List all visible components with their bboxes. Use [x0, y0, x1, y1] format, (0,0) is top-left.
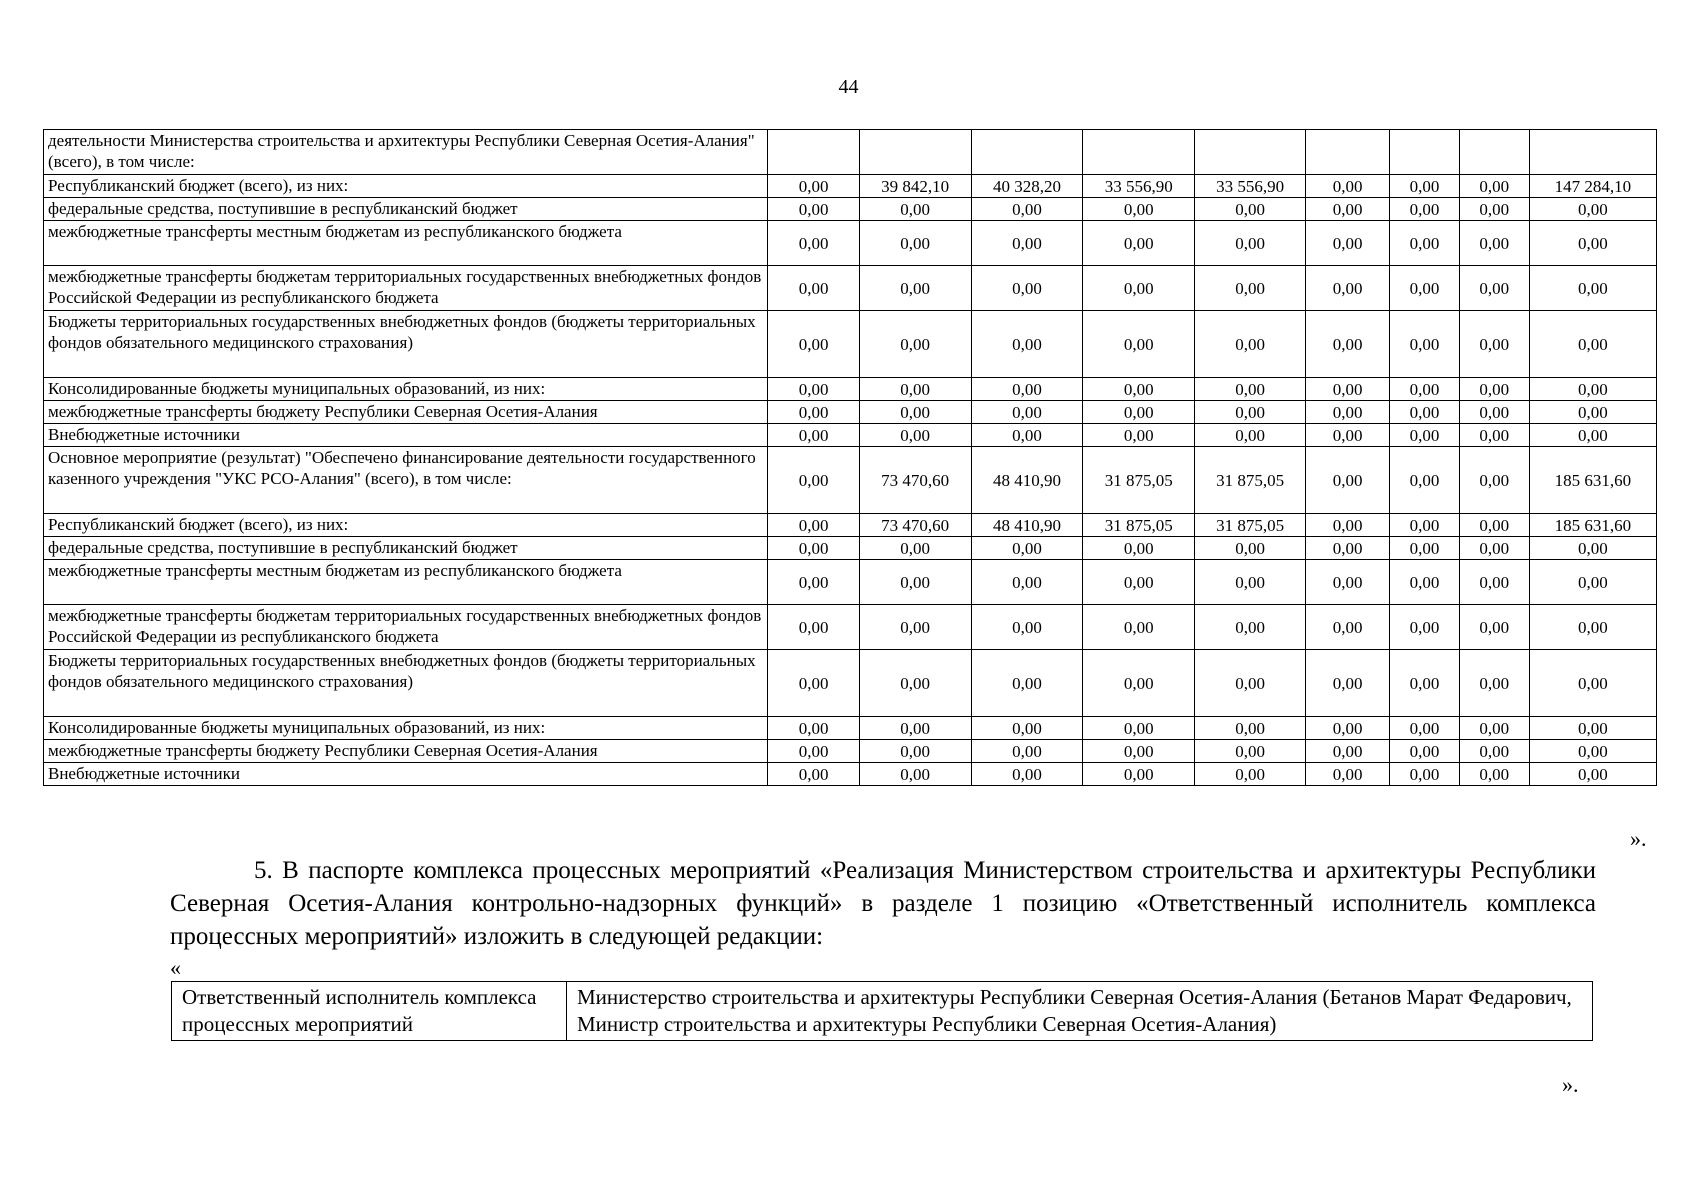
value-cell: 185 631,60 [1529, 447, 1656, 514]
value-cell: 0,00 [1195, 378, 1306, 401]
value-cell: 0,00 [1390, 605, 1460, 650]
value-cell: 0,00 [1306, 378, 1390, 401]
value-cell: 0,00 [1195, 740, 1306, 763]
value-cell: 0,00 [1390, 717, 1460, 740]
closing-quote: ». [1630, 826, 1647, 851]
value-cell: 0,00 [1529, 650, 1656, 717]
table-row [44, 424, 1657, 447]
table-row [44, 717, 1657, 740]
value-cell: 0,00 [1083, 537, 1195, 560]
value-cell: 0,00 [859, 378, 971, 401]
value-cell: 0,00 [1390, 311, 1460, 378]
value-cell: 0,00 [1306, 605, 1390, 650]
value-cell: 0,00 [859, 311, 971, 378]
value-cell: 0,00 [768, 605, 859, 650]
table-row [44, 650, 1657, 717]
value-cell: 0,00 [1306, 198, 1390, 221]
row-label: Внебюджетные источники [44, 763, 768, 786]
row-label: федеральные средства, поступившие в республиканский бюджет [44, 537, 768, 560]
value-cell: 0,00 [1306, 175, 1390, 198]
value-cell: 39 842,10 [859, 175, 971, 198]
value-cell: 31 875,05 [1195, 514, 1306, 537]
value-cell: 0,00 [1390, 424, 1460, 447]
page-number: 44 [838, 76, 859, 98]
value-cell: 0,00 [768, 650, 859, 717]
value-cell: 0,00 [859, 717, 971, 740]
value-cell: 0,00 [1459, 221, 1529, 266]
value-cell: 0,00 [1459, 401, 1529, 424]
value-cell: 0,00 [1083, 424, 1195, 447]
table-row [44, 605, 1657, 650]
value-cell: 0,00 [1529, 740, 1656, 763]
value-cell [1083, 130, 1195, 175]
row-label: Консолидированные бюджеты муниципальных образований, из них: [44, 378, 768, 401]
value-cell [1306, 130, 1390, 175]
value-cell: 0,00 [1195, 717, 1306, 740]
value-cell: 0,00 [1306, 717, 1390, 740]
row-label: Внебюджетные источники [44, 424, 768, 447]
value-cell: 0,00 [1459, 175, 1529, 198]
table-row [44, 266, 1657, 311]
value-cell: 0,00 [1083, 650, 1195, 717]
value-cell: 0,00 [768, 763, 859, 786]
value-cell: 31 875,05 [1083, 447, 1195, 514]
responsible-label: Ответственный исполнитель комплекса процессных мероприятий [172, 982, 567, 1041]
table-row [44, 401, 1657, 424]
value-cell: 0,00 [971, 763, 1083, 786]
value-cell: 0,00 [1459, 740, 1529, 763]
value-cell: 0,00 [859, 198, 971, 221]
value-cell: 0,00 [1083, 717, 1195, 740]
value-cell: 0,00 [1195, 650, 1306, 717]
value-cell: 0,00 [859, 605, 971, 650]
value-cell: 0,00 [1306, 311, 1390, 378]
row-label: межбюджетные трансферты бюджету Республики Северная Осетия-Алания [44, 740, 768, 763]
value-cell: 0,00 [859, 560, 971, 605]
value-cell: 0,00 [1529, 266, 1656, 311]
value-cell: 0,00 [1083, 605, 1195, 650]
value-cell: 0,00 [859, 401, 971, 424]
value-cell: 0,00 [971, 401, 1083, 424]
value-cell: 0,00 [1306, 537, 1390, 560]
row-label: межбюджетные трансферты местным бюджетам из республиканского бюджета [44, 560, 768, 605]
value-cell: 0,00 [1195, 198, 1306, 221]
value-cell [1529, 130, 1656, 175]
value-cell: 0,00 [1459, 311, 1529, 378]
value-cell: 0,00 [1195, 537, 1306, 560]
value-cell: 0,00 [768, 401, 859, 424]
value-cell: 0,00 [1083, 266, 1195, 311]
value-cell: 0,00 [1083, 763, 1195, 786]
value-cell [1195, 130, 1306, 175]
value-cell: 0,00 [971, 650, 1083, 717]
value-cell: 0,00 [1083, 198, 1195, 221]
table-row [44, 311, 1657, 378]
value-cell: 0,00 [859, 424, 971, 447]
value-cell: 0,00 [859, 763, 971, 786]
value-cell: 0,00 [1083, 740, 1195, 763]
value-cell: 0,00 [1459, 424, 1529, 447]
value-cell: 0,00 [768, 311, 859, 378]
value-cell: 0,00 [1306, 514, 1390, 537]
value-cell: 0,00 [768, 447, 859, 514]
value-cell [859, 130, 971, 175]
value-cell: 0,00 [859, 740, 971, 763]
value-cell: 0,00 [1306, 401, 1390, 424]
value-cell: 0,00 [768, 514, 859, 537]
value-cell: 0,00 [1529, 378, 1656, 401]
funding-table [43, 129, 1657, 786]
value-cell: 33 556,90 [1195, 175, 1306, 198]
row-label: Республиканский бюджет (всего), из них: [44, 175, 768, 198]
value-cell: 0,00 [1306, 560, 1390, 605]
value-cell: 0,00 [1195, 221, 1306, 266]
value-cell: 0,00 [971, 198, 1083, 221]
value-cell: 48 410,90 [971, 447, 1083, 514]
table-row [44, 763, 1657, 786]
value-cell: 0,00 [971, 605, 1083, 650]
responsible-table [171, 981, 1593, 1041]
value-cell: 0,00 [768, 266, 859, 311]
value-cell: 0,00 [1195, 605, 1306, 650]
value-cell: 0,00 [1306, 650, 1390, 717]
value-cell: 0,00 [1390, 378, 1460, 401]
amendment-text: 5. В паспорте комплекса процессных мероприятий «Реализация Министерством строительства и архитектуры Республики Северная Осетия-Алания контрольно-надзорных функций» в разделе 1 позицию «Ответственный исполнитель комплекса процессных мероприятий» изложить в следующей редакции: [170, 857, 1596, 950]
value-cell: 0,00 [1390, 763, 1460, 786]
value-cell: 0,00 [1306, 266, 1390, 311]
value-cell: 0,00 [971, 311, 1083, 378]
table-row [44, 740, 1657, 763]
value-cell: 0,00 [1459, 763, 1529, 786]
value-cell: 0,00 [859, 221, 971, 266]
value-cell: 0,00 [1083, 378, 1195, 401]
value-cell: 0,00 [971, 740, 1083, 763]
value-cell: 0,00 [1459, 447, 1529, 514]
value-cell: 0,00 [768, 537, 859, 560]
value-cell: 0,00 [1459, 198, 1529, 221]
value-cell: 0,00 [1306, 221, 1390, 266]
value-cell: 0,00 [1529, 605, 1656, 650]
value-cell: 0,00 [768, 560, 859, 605]
value-cell: 0,00 [971, 221, 1083, 266]
value-cell: 0,00 [859, 537, 971, 560]
value-cell: 185 631,60 [1529, 514, 1656, 537]
row-label: федеральные средства, поступившие в республиканский бюджет [44, 198, 768, 221]
table-row [172, 982, 1593, 1041]
value-cell: 0,00 [1195, 560, 1306, 605]
table-row [44, 537, 1657, 560]
value-cell: 0,00 [1529, 198, 1656, 221]
value-cell: 0,00 [768, 175, 859, 198]
table-row [44, 514, 1657, 537]
value-cell: 0,00 [1459, 650, 1529, 717]
value-cell: 0,00 [1195, 424, 1306, 447]
row-label: межбюджетные трансферты бюджету Республики Северная Осетия-Алания [44, 401, 768, 424]
value-cell: 0,00 [971, 424, 1083, 447]
value-cell: 0,00 [1529, 717, 1656, 740]
value-cell: 0,00 [1529, 424, 1656, 447]
value-cell: 33 556,90 [1083, 175, 1195, 198]
value-cell: 0,00 [1083, 311, 1195, 378]
table-row [44, 175, 1657, 198]
value-cell: 0,00 [1390, 266, 1460, 311]
value-cell: 0,00 [971, 266, 1083, 311]
table-row [44, 221, 1657, 266]
responsible-value: Министерство строительства и архитектуры Республики Северная Осетия-Алания (Бетанов Марат Федарович, Министр строительства и архитектуры Республики Северная Осетия-Алания) [567, 982, 1593, 1041]
value-cell: 31 875,05 [1083, 514, 1195, 537]
table-row [44, 198, 1657, 221]
table-row [44, 130, 1657, 175]
value-cell: 0,00 [859, 266, 971, 311]
value-cell: 0,00 [1390, 650, 1460, 717]
value-cell: 0,00 [1390, 514, 1460, 537]
value-cell: 0,00 [1195, 763, 1306, 786]
value-cell: 0,00 [1529, 537, 1656, 560]
amendment-paragraph [170, 854, 1596, 953]
value-cell: 0,00 [1306, 447, 1390, 514]
value-cell: 0,00 [1195, 266, 1306, 311]
value-cell: 0,00 [1390, 175, 1460, 198]
value-cell: 0,00 [1306, 740, 1390, 763]
value-cell: 0,00 [1390, 447, 1460, 514]
value-cell: 0,00 [768, 424, 859, 447]
row-label: Бюджеты территориальных государственных внебюджетных фондов (бюджеты территориальных фондов обязательного медицинского страхования) [44, 311, 768, 378]
row-label: Основное мероприятие (результат) "Обеспечено финансирование деятельности государственного казенного учреждения "УКС РСО-Алания" (всего), в том числе: [44, 447, 768, 514]
value-cell: 0,00 [1459, 378, 1529, 401]
value-cell: 0,00 [1306, 424, 1390, 447]
value-cell: 0,00 [971, 537, 1083, 560]
row-label: межбюджетные трансферты бюджетам территориальных государственных внебюджетных фондов Российской Федерации из республиканского бюджета [44, 266, 768, 311]
value-cell: 0,00 [768, 198, 859, 221]
row-label: межбюджетные трансферты местным бюджетам из республиканского бюджета [44, 221, 768, 266]
value-cell: 0,00 [971, 717, 1083, 740]
value-cell: 0,00 [1529, 221, 1656, 266]
value-cell: 0,00 [1459, 605, 1529, 650]
value-cell: 0,00 [1083, 221, 1195, 266]
opening-quote: « [170, 955, 181, 980]
row-label: межбюджетные трансферты бюджетам территориальных государственных внебюджетных фондов Российской Федерации из республиканского бюджета [44, 605, 768, 650]
value-cell: 0,00 [1390, 401, 1460, 424]
value-cell: 0,00 [768, 717, 859, 740]
value-cell: 147 284,10 [1529, 175, 1656, 198]
value-cell: 0,00 [1390, 198, 1460, 221]
value-cell: 0,00 [768, 740, 859, 763]
value-cell [971, 130, 1083, 175]
value-cell: 0,00 [1390, 560, 1460, 605]
value-cell: 0,00 [1459, 560, 1529, 605]
value-cell: 0,00 [1529, 560, 1656, 605]
value-cell: 0,00 [1083, 401, 1195, 424]
value-cell: 73 470,60 [859, 514, 971, 537]
value-cell: 0,00 [1459, 266, 1529, 311]
value-cell: 0,00 [1195, 311, 1306, 378]
value-cell: 0,00 [1459, 537, 1529, 560]
value-cell [1390, 130, 1460, 175]
value-cell: 0,00 [1083, 560, 1195, 605]
value-cell: 0,00 [1529, 763, 1656, 786]
value-cell: 0,00 [1195, 401, 1306, 424]
value-cell: 48 410,90 [971, 514, 1083, 537]
row-label: Республиканский бюджет (всего), из них: [44, 514, 768, 537]
value-cell: 0,00 [1459, 514, 1529, 537]
value-cell: 0,00 [971, 560, 1083, 605]
row-label: Бюджеты территориальных государственных внебюджетных фондов (бюджеты территориальных фондов обязательного медицинского страхования) [44, 650, 768, 717]
value-cell: 0,00 [971, 378, 1083, 401]
value-cell: 0,00 [1459, 717, 1529, 740]
row-label: Консолидированные бюджеты муниципальных образований, из них: [44, 717, 768, 740]
value-cell: 0,00 [1529, 401, 1656, 424]
value-cell: 40 328,20 [971, 175, 1083, 198]
value-cell: 0,00 [1306, 763, 1390, 786]
closing-quote-2: ». [1562, 1072, 1579, 1097]
row-label: деятельности Министерства строительства и архитектуры Республики Северная Осетия-Алания" (всего), в том числе: [44, 130, 768, 175]
value-cell: 73 470,60 [859, 447, 971, 514]
table-row [44, 378, 1657, 401]
value-cell: 0,00 [1390, 537, 1460, 560]
value-cell: 0,00 [1390, 740, 1460, 763]
value-cell: 0,00 [768, 221, 859, 266]
value-cell: 0,00 [859, 650, 971, 717]
value-cell [1459, 130, 1529, 175]
value-cell: 31 875,05 [1195, 447, 1306, 514]
value-cell: 0,00 [1529, 311, 1656, 378]
value-cell: 0,00 [768, 378, 859, 401]
table-row [44, 560, 1657, 605]
table-row [44, 447, 1657, 514]
value-cell: 0,00 [1390, 221, 1460, 266]
value-cell [768, 130, 859, 175]
